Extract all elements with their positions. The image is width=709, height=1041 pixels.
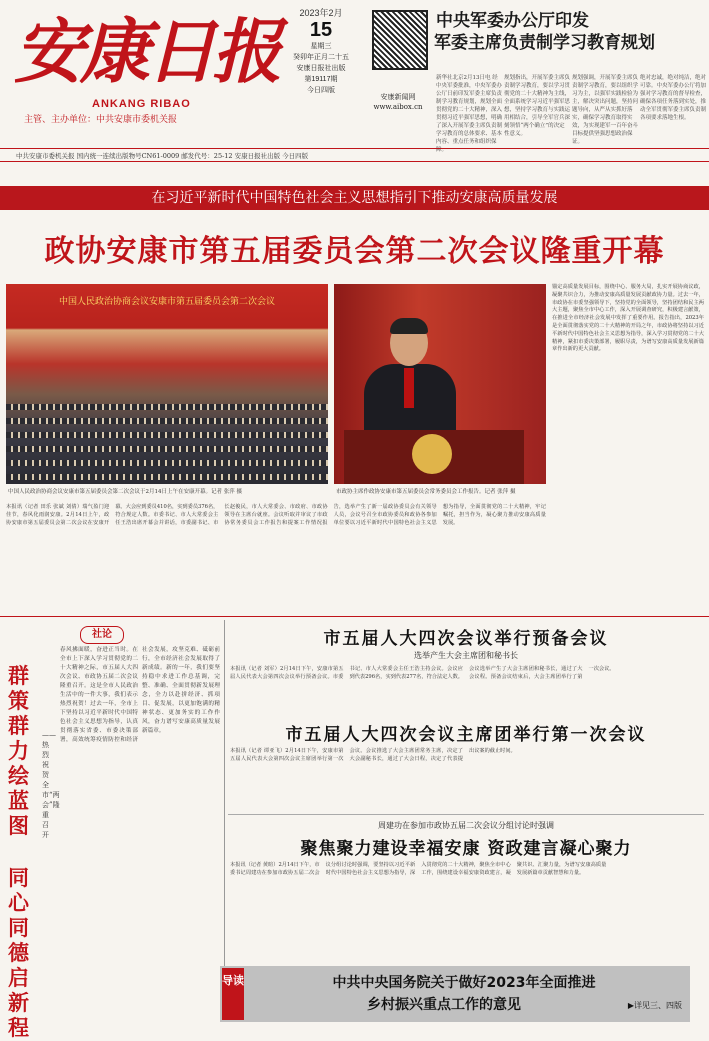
story4-body: 本报讯（记者 黄暄）2月14日下午，市委书记周建功在参加市政协五届二次会议分组讨论时强调，要坚持以习近平新时代中国特色社会主义思想为指导，深入贯彻党的二十大精神，聚焦全市中心工作，围绕建设幸福安康资政建言，凝聚共识、汇聚力量，为谱写安康高质量发展新篇章贡献智慧和力量。 — [230, 862, 607, 876]
editorial-headline-1[interactable]: 群策群力绘蓝图 — [8, 664, 29, 838]
date-publisher: 安康日报社出版 — [296, 65, 346, 72]
editorial-headline-2[interactable]: 同心同德启新程 — [8, 866, 29, 1040]
guide-line-2: 乡村振兴重点工作的意见 — [367, 997, 521, 1013]
speaker-photo[interactable] — [334, 284, 546, 484]
photo-caption-1: 中国人民政治协商会议安康市第五届委员会第二次会议于2月14日上午在安康开幕。记者 张萍 摄 — [8, 489, 242, 495]
story2-headline[interactable]: 市五届人大四次会议举行预备会议 — [323, 629, 609, 649]
story4-headline[interactable]: 聚焦聚力建设幸福安康 资政建言凝心聚力 — [300, 839, 632, 859]
date-weekday: 星期三 — [310, 43, 332, 50]
masthead-sponsor: 主管、主办单位：中共安康市委机关报 — [24, 115, 178, 125]
qr-code-icon[interactable] — [372, 10, 428, 70]
guide-tag: 导读 — [222, 968, 244, 1020]
emblem-icon — [412, 434, 452, 474]
top-story-col-3: 规划强调，开展军委主席负责制学习教育，要以组织学习为主，以强军实践检验为主，解决突出问题，坚持问题导向，从严从实抓好落实，确保学习教育取得实效，为实现建军一百年奋斗目标提供坚强思想政治保证。 — [572, 75, 639, 145]
masthead-logo: 安康日报 — [14, 10, 278, 93]
guide-line-1: 中共中央国务院关于做好2023年全面推进 — [332, 975, 596, 991]
top-story-headline-1: 中央军委办公厅印发 — [436, 11, 589, 31]
divider — [0, 616, 709, 617]
top-story-col-4: 绝对忠诚，绝对纯洁，绝对可靠。中央军委办公厅将加强对学习教育的督导检查，确保各项任务落到实处，推动全军贯彻军委主席负责制各项要求落地生根。 — [640, 75, 707, 121]
main-story-right-col: 锚定高质量发展目标，围绕中心、服务大局，扎实开展协商议政，凝聚共识合力，为推动安康高质量发展贡献政协力量。过去一年，市政协在市委坚强领导下，坚持党的全面领导，坚持团结和民主两大主题，聚焦全市中心工作，深入开展调查研究，积极建言献策，在推进全市经济社会发展中发挥了重要作用。报告指出，2023年是全面贯彻落实党的二十大精神的开局之年，市政协将坚持以习近平新时代中国特色社会主义思想为指导，深入学习贯彻党的二十大精神，紧扣市委决策部署，履职尽责，为谱写安康高质量发展新篇章作出新的更大贡献。 — [552, 284, 704, 353]
qr-label — [366, 92, 430, 112]
conference-hall-photo[interactable] — [6, 284, 328, 484]
photo-caption-2: 市政协主席作政协安康市第五届委员会常务委员会工作报告。记者 张萍 摄 — [336, 489, 516, 495]
date-box — [276, 6, 366, 136]
story2-subhead: 选举产生大会主席团和秘书长 — [414, 651, 518, 660]
story3-body: 本报讯（记者 谭亚飞）2月14日下午，安康市第五届人民代表大会第四次会议主席团举行第一次会议。会议推选了大会主席团常务主席，决定了大会副秘书长，通过了大会日程，决定了代表提出议案的截止时间。 — [230, 748, 516, 762]
editorial-body: 春风拂面暖，奋进正当时。在全市上下深入学习贯彻党的二十大精神之际，市五届人大四次会议、市政协五届二次会议隆重召开。这是全市人民政治生活中的一件大事，我们表示热烈祝贺！过去一年，全市上下坚持以习近平新时代中国特色社会主义思想为指导，认真贯彻落实省委、市委决策部署，高效统筹疫情防控和经济社会发展，攻坚克难、砥砺前行，全市经济社会发展取得了新成绩。新的一年，我们要坚持稳中求进工作总基调，完整、准确、全面贯彻新发展理念，全力以赴拼经济、抓项目、促发展，以更加饱满的精神状态、更加务实的工作作风，奋力谱写安康高质量发展新篇章。 — [60, 647, 220, 743]
main-story-body: 本报讯（记者 田乐 张斌 刘倩）瑞气盈门迎佳节，春风化雨润安康。2月14日上午，政协安康市第五届委员会第二次会议在安康开幕。大会应到委员410名，实到委员376名，符合规定人数。市委书记、市人大常委会主任王浩出席开幕会并讲话，市委副书记、市长赵俊民，市人大常委会、市政府、市政协领导在主席台就座。会议听取并审议了市政协常务委员会工作报告和提案工作情况报告，选举产生了新一届政协委员会有关领导人员，会议号召全市政协委员和政协各参加单位要以习近平新时代中国特色社会主义思想为指导，全面贯彻党的二十大精神，牢记嘱托，担当作为，凝心聚力推动安康高质量发展。 — [6, 504, 546, 526]
main-headline[interactable]: 政协安康市第五届委员会第二次会议隆重开幕 — [44, 234, 665, 269]
masthead-logo-en: ANKANG RIBAO — [92, 98, 191, 110]
top-story-headline[interactable] — [434, 10, 704, 54]
top-story-headline-2: 军委主席负责制学习教育规划 — [434, 33, 655, 53]
speaker-figure — [364, 320, 456, 440]
date-day: 15 — [309, 19, 333, 41]
slogan-banner: 在习近平新时代中国特色社会主义思想指引下推动安康高质量发展 — [0, 186, 709, 210]
stage-banner-text: 中国人民政治协商会议安康市第五届委员会第二次会议 — [58, 297, 275, 307]
guide-see-link[interactable]: ▶详见三、四版 — [627, 1001, 682, 1010]
date-pages: 今日四版 — [307, 87, 335, 94]
story4-kicker: 周建功在参加市政协五届二次会议分组讨论时强调 — [378, 821, 554, 830]
divider — [228, 814, 704, 815]
date-issue: 第19117期 — [304, 76, 338, 83]
info-line: 中共安康市委机关报 国内统一连续出版物号CN61-0009 邮发代号：25-12 安康日报社出版 今日四版 — [0, 148, 709, 162]
editorial-subtitle: ——热烈祝贺全市“两会”隆重召开 — [42, 731, 60, 839]
story2-body: 本报讯（记者 刘军）2月14日下午，安康市第五届人民代表大会第四次会议举行预备会议。市委书记、市人大常委会主任王浩主持会议。会议应到代表296名，实到代表277名，符合法定人数。会议选举产生了大会主席团和秘书长，通过了大会议程。预备会议结束后，大会主席团举行了第一次会议。 — [230, 666, 615, 680]
top-story-col-1: 新华社北京2月13日电 经中央军委批准，中央军委办公厅日前印发军委主席负责制学习教育规划，规划全面贯彻党的二十大精神，深入贯彻习近平强军思想，明确了深入开展军委主席负责制学习教育的总体要求、基本内容、重点任务和组织保障。 — [436, 75, 503, 153]
qr-label-2: www.aibox.cn — [373, 103, 423, 111]
guide-box[interactable] — [220, 966, 690, 1022]
qr-label-1: 安康新闻网 — [380, 93, 416, 101]
editorial-tag: 社论 — [80, 626, 124, 644]
story3-headline[interactable]: 市五届人大四次会议主席团举行第一次会议 — [285, 725, 647, 745]
top-story-col-2: 规划指出，开展军委主席负责制学习教育，要以学习贯彻党的二十大精神为主线，全面系统学习习近平强军思想，坚持学习教育与实践运用相结合，引导全军官兵深刻领悟“两个确立”的决定性意义。 — [504, 75, 571, 137]
date-lunar: 癸卯年正月二十五 — [293, 54, 349, 61]
date-year-month: 2023年2月 — [299, 8, 343, 18]
divider — [224, 620, 225, 1020]
